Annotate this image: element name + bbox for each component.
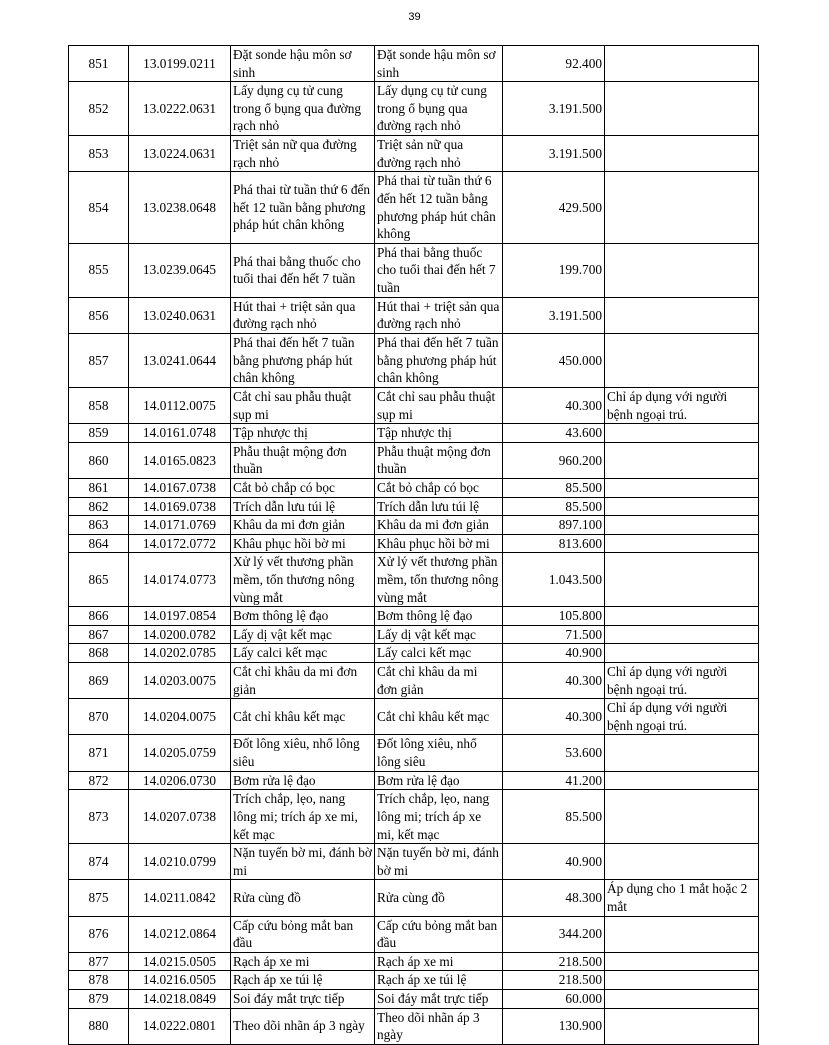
service-code: 14.0206.0730 (129, 771, 231, 790)
service-name-approved: Bơm thông lệ đạo (375, 607, 503, 626)
service-price: 40.900 (503, 844, 605, 880)
service-name-approved: Lấy dụng cụ tử cung trong ổ bụng qua đường rạch nhỏ (375, 82, 503, 136)
service-name-approved: Trích chắp, lẹo, nang lông mi; trích áp xe mi, kết mạc (375, 790, 503, 844)
row-number: 866 (69, 607, 129, 626)
service-name: Đốt lông xiêu, nhổ lông siêu (231, 735, 375, 771)
table-row (69, 625, 759, 644)
service-name: Phẫu thuật mộng đơn thuần (231, 442, 375, 478)
service-name: Rửa cùng đồ (231, 880, 375, 916)
service-note (605, 771, 759, 790)
service-price: 85.500 (503, 790, 605, 844)
table-row (69, 387, 759, 423)
row-number: 860 (69, 442, 129, 478)
service-name: Khâu phục hồi bờ mi (231, 534, 375, 553)
service-note (605, 424, 759, 443)
service-name-approved: Cắt chỉ khâu da mi đơn giản (375, 663, 503, 699)
service-name: Cắt chỉ khâu da mi đơn giản (231, 663, 375, 699)
service-price: 40.300 (503, 663, 605, 699)
table-row (69, 663, 759, 699)
service-code: 14.0112.0075 (129, 387, 231, 423)
service-name: Khâu da mi đơn giản (231, 516, 375, 535)
service-name: Bơm thông lệ đạo (231, 607, 375, 626)
service-name-approved: Nặn tuyến bờ mi, đánh bờ mi (375, 844, 503, 880)
service-price: 429.500 (503, 172, 605, 243)
service-name-approved: Phẫu thuật mộng đơn thuần (375, 442, 503, 478)
row-number: 853 (69, 136, 129, 172)
table-row (69, 478, 759, 497)
service-note (605, 497, 759, 516)
service-code: 14.0197.0854 (129, 607, 231, 626)
table-row (69, 46, 759, 82)
table-row (69, 516, 759, 535)
service-name: Phá thai đến hết 7 tuần bằng phương pháp hút chân không (231, 333, 375, 387)
row-number: 869 (69, 663, 129, 699)
service-code: 14.0200.0782 (129, 625, 231, 644)
service-note (605, 644, 759, 663)
service-code: 14.0222.0801 (129, 1008, 231, 1044)
row-number: 874 (69, 844, 129, 880)
table-row (69, 989, 759, 1008)
service-price: 105.800 (503, 607, 605, 626)
service-name-approved: Lấy calci kết mạc (375, 644, 503, 663)
service-note (605, 172, 759, 243)
service-price: 40.900 (503, 644, 605, 663)
service-name: Hút thai + triệt sản qua đường rạch nhỏ (231, 297, 375, 333)
service-note (605, 82, 759, 136)
service-price: 40.300 (503, 387, 605, 423)
row-number: 867 (69, 625, 129, 644)
service-code: 14.0174.0773 (129, 553, 231, 607)
service-note (605, 442, 759, 478)
service-name-approved: Tập nhược thị (375, 424, 503, 443)
row-number: 864 (69, 534, 129, 553)
service-note (605, 1008, 759, 1044)
service-note (605, 553, 759, 607)
service-price: 199.700 (503, 243, 605, 297)
service-code: 14.0212.0864 (129, 916, 231, 952)
row-number: 878 (69, 971, 129, 990)
service-name: Theo dõi nhãn áp 3 ngày (231, 1008, 375, 1044)
service-price: 3.191.500 (503, 82, 605, 136)
service-note (605, 607, 759, 626)
service-name: Trích dẫn lưu túi lệ (231, 497, 375, 516)
service-name: Phá thai từ tuần thứ 6 đến hết 12 tuần bằng phương pháp hút chân không (231, 172, 375, 243)
service-note (605, 516, 759, 535)
table-row (69, 790, 759, 844)
service-name-approved: Rửa cùng đồ (375, 880, 503, 916)
service-name-approved: Đặt sonde hậu môn sơ sinh (375, 46, 503, 82)
service-name-approved: Rạch áp xe mi (375, 952, 503, 971)
service-name-approved: Phá thai đến hết 7 tuần bằng phương pháp hút chân không (375, 333, 503, 387)
service-name-approved: Bơm rửa lệ đạo (375, 771, 503, 790)
service-price: 218.500 (503, 971, 605, 990)
service-name-approved: Khâu phục hồi bờ mi (375, 534, 503, 553)
service-code: 14.0169.0738 (129, 497, 231, 516)
table-row (69, 424, 759, 443)
service-note (605, 989, 759, 1008)
service-name: Xử lý vết thương phần mềm, tổn thương nông vùng mắt (231, 553, 375, 607)
service-price: 344.200 (503, 916, 605, 952)
row-number: 875 (69, 880, 129, 916)
row-number: 880 (69, 1008, 129, 1044)
service-name: Tập nhược thị (231, 424, 375, 443)
service-name: Cắt chỉ khâu kết mạc (231, 699, 375, 735)
service-name: Soi đáy mắt trực tiếp (231, 989, 375, 1008)
service-name-approved: Xử lý vết thương phần mềm, tổn thương nông vùng mắt (375, 553, 503, 607)
row-number: 876 (69, 916, 129, 952)
service-code: 14.0215.0505 (129, 952, 231, 971)
row-number: 855 (69, 243, 129, 297)
service-price: 92.400 (503, 46, 605, 82)
service-note (605, 971, 759, 990)
service-note (605, 297, 759, 333)
service-code: 13.0238.0648 (129, 172, 231, 243)
table-row (69, 607, 759, 626)
table-row (69, 971, 759, 990)
table-row (69, 553, 759, 607)
service-name-approved: Cắt bỏ chắp có bọc (375, 478, 503, 497)
service-code: 14.0171.0769 (129, 516, 231, 535)
service-note: Chỉ áp dụng với người bệnh ngoại trú. (605, 663, 759, 699)
service-name: Cắt chỉ sau phẫu thuật sụp mi (231, 387, 375, 423)
service-name-approved: Phá thai bằng thuốc cho tuổi thai đến hết 7 tuần (375, 243, 503, 297)
service-name: Cắt bỏ chắp có bọc (231, 478, 375, 497)
table-row (69, 333, 759, 387)
service-name-approved: Đốt lông xiêu, nhổ lông siêu (375, 735, 503, 771)
service-price: 41.200 (503, 771, 605, 790)
service-code: 14.0172.0772 (129, 534, 231, 553)
service-note (605, 333, 759, 387)
service-note (605, 136, 759, 172)
service-note (605, 478, 759, 497)
service-price: 813.600 (503, 534, 605, 553)
service-note (605, 916, 759, 952)
service-name: Nặn tuyến bờ mi, đánh bờ mi (231, 844, 375, 880)
service-name: Rạch áp xe túi lệ (231, 971, 375, 990)
row-number: 870 (69, 699, 129, 735)
service-price: 53.600 (503, 735, 605, 771)
service-name-approved: Trích dẫn lưu túi lệ (375, 497, 503, 516)
service-name-approved: Theo dõi nhãn áp 3 ngày (375, 1008, 503, 1044)
service-code: 14.0207.0738 (129, 790, 231, 844)
service-name: Lấy calci kết mạc (231, 644, 375, 663)
table-row (69, 136, 759, 172)
service-name: Rạch áp xe mi (231, 952, 375, 971)
service-price: 130.900 (503, 1008, 605, 1044)
service-code: 13.0240.0631 (129, 297, 231, 333)
service-name: Phá thai bằng thuốc cho tuổi thai đến hết 7 tuần (231, 243, 375, 297)
table-row (69, 699, 759, 735)
fee-table (68, 45, 759, 1045)
service-price: 450.000 (503, 333, 605, 387)
service-price: 48.300 (503, 880, 605, 916)
service-name: Lấy dụng cụ tử cung trong ổ bụng qua đường rạch nhỏ (231, 82, 375, 136)
service-name: Trích chắp, lẹo, nang lông mi; trích áp xe mi, kết mạc (231, 790, 375, 844)
service-name-approved: Triệt sản nữ qua đường rạch nhỏ (375, 136, 503, 172)
service-price: 3.191.500 (503, 297, 605, 333)
table-row (69, 916, 759, 952)
service-code: 13.0241.0644 (129, 333, 231, 387)
service-price: 85.500 (503, 478, 605, 497)
table-row (69, 880, 759, 916)
service-code: 14.0210.0799 (129, 844, 231, 880)
service-code: 14.0167.0738 (129, 478, 231, 497)
fee-table-body (69, 46, 759, 1045)
service-name-approved: Phá thai từ tuần thứ 6 đến hết 12 tuần bằng phương pháp hút chân không (375, 172, 503, 243)
row-number: 863 (69, 516, 129, 535)
service-name-approved: Cắt chỉ sau phẫu thuật sụp mi (375, 387, 503, 423)
service-code: 13.0224.0631 (129, 136, 231, 172)
service-note (605, 243, 759, 297)
table-row (69, 534, 759, 553)
table-row (69, 735, 759, 771)
service-name-approved: Khâu da mi đơn giản (375, 516, 503, 535)
service-code: 14.0205.0759 (129, 735, 231, 771)
row-number: 854 (69, 172, 129, 243)
service-code: 14.0202.0785 (129, 644, 231, 663)
row-number: 851 (69, 46, 129, 82)
service-code: 14.0211.0842 (129, 880, 231, 916)
service-price: 897.100 (503, 516, 605, 535)
service-name: Cấp cứu bỏng mắt ban đầu (231, 916, 375, 952)
table-row (69, 243, 759, 297)
row-number: 865 (69, 553, 129, 607)
row-number: 877 (69, 952, 129, 971)
service-code: 13.0239.0645 (129, 243, 231, 297)
row-number: 872 (69, 771, 129, 790)
table-row (69, 82, 759, 136)
table-row (69, 952, 759, 971)
table-row (69, 844, 759, 880)
service-note (605, 625, 759, 644)
service-price: 85.500 (503, 497, 605, 516)
service-name: Triệt sản nữ qua đường rạch nhỏ (231, 136, 375, 172)
row-number: 873 (69, 790, 129, 844)
service-note: Áp dụng cho 1 mắt hoặc 2 mắt (605, 880, 759, 916)
service-price: 71.500 (503, 625, 605, 644)
service-price: 218.500 (503, 952, 605, 971)
service-code: 13.0199.0211 (129, 46, 231, 82)
service-name-approved: Cấp cứu bỏng mắt ban đầu (375, 916, 503, 952)
service-note: Chỉ áp dụng với người bệnh ngoại trú. (605, 699, 759, 735)
service-note (605, 790, 759, 844)
service-code: 14.0203.0075 (129, 663, 231, 699)
table-row (69, 771, 759, 790)
service-note: Chỉ áp dụng với người bệnh ngoại trú. (605, 387, 759, 423)
row-number: 871 (69, 735, 129, 771)
table-row (69, 297, 759, 333)
row-number: 858 (69, 387, 129, 423)
row-number: 861 (69, 478, 129, 497)
service-price: 1.043.500 (503, 553, 605, 607)
table-row (69, 172, 759, 243)
table-row (69, 497, 759, 516)
row-number: 852 (69, 82, 129, 136)
service-name-approved: Soi đáy mắt trực tiếp (375, 989, 503, 1008)
table-row (69, 644, 759, 663)
table-row (69, 442, 759, 478)
service-code: 13.0222.0631 (129, 82, 231, 136)
service-name: Đặt sonde hậu môn sơ sinh (231, 46, 375, 82)
service-note (605, 952, 759, 971)
service-note (605, 735, 759, 771)
page-number: 39 (408, 11, 421, 23)
service-name-approved: Cắt chỉ khâu kết mạc (375, 699, 503, 735)
service-code: 14.0216.0505 (129, 971, 231, 990)
row-number: 857 (69, 333, 129, 387)
row-number: 859 (69, 424, 129, 443)
service-price: 43.600 (503, 424, 605, 443)
service-price: 3.191.500 (503, 136, 605, 172)
service-note (605, 534, 759, 553)
row-number: 868 (69, 644, 129, 663)
service-code: 14.0218.0849 (129, 989, 231, 1008)
service-code: 14.0165.0823 (129, 442, 231, 478)
table-row (69, 1008, 759, 1044)
service-price: 960.200 (503, 442, 605, 478)
service-name: Bơm rửa lệ đạo (231, 771, 375, 790)
service-name-approved: Rạch áp xe túi lệ (375, 971, 503, 990)
service-name-approved: Hút thai + triệt sản qua đường rạch nhỏ (375, 297, 503, 333)
service-code: 14.0204.0075 (129, 699, 231, 735)
service-price: 40.300 (503, 699, 605, 735)
row-number: 879 (69, 989, 129, 1008)
service-note (605, 46, 759, 82)
service-name-approved: Lấy dị vật kết mạc (375, 625, 503, 644)
row-number: 856 (69, 297, 129, 333)
service-price: 60.000 (503, 989, 605, 1008)
row-number: 862 (69, 497, 129, 516)
service-name: Lấy dị vật kết mạc (231, 625, 375, 644)
service-note (605, 844, 759, 880)
service-code: 14.0161.0748 (129, 424, 231, 443)
